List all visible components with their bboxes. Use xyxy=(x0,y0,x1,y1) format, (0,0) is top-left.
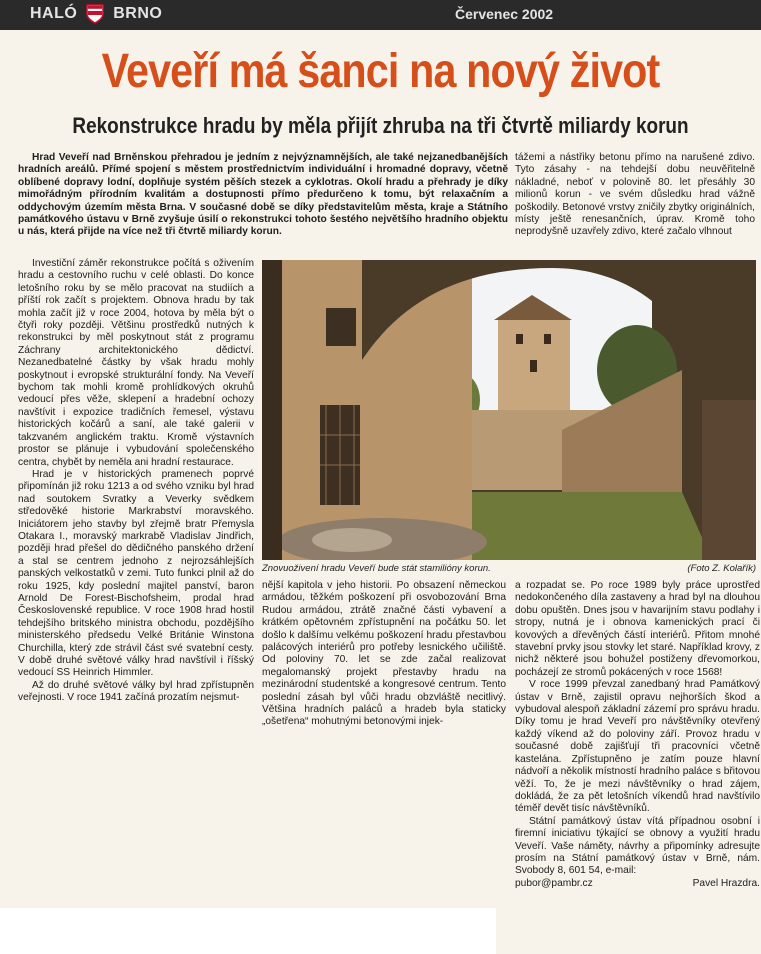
article-author: Pavel Hrazdra. xyxy=(692,877,760,889)
column-2 xyxy=(262,580,506,729)
brand-right: BRNO xyxy=(113,5,163,22)
contact-email: pubor@pambr.cz xyxy=(515,877,593,889)
lead-paragraph xyxy=(18,152,508,239)
contact-line xyxy=(515,878,760,890)
publication-brand xyxy=(30,4,162,24)
col3-paragraph-3: Státní památkový ústav vítá případnou osobní i firemní iniciativu týkající se obnovy a využití hradu Veveří. Vaše náměty, návrhy a připomínky adresujte prosím na Státní památkový ústav v Brně, nám. Svobody 8, 601 54, e-mail: xyxy=(515,815,760,877)
brno-coat-of-arms-icon xyxy=(86,4,104,24)
lead-text: Hrad Veveří nad Brněnskou přehradou je jedním z nejvýznamnějších, ale také nejzanedbanějších hradních areálů. Přímé spojení s městem prostřednictvím individuální i hromadné dopravy, včetně oblíbené dopravy lodní, doplňuje systém pěších stezek a cyklotras. Okolí hradu a přehrady je díky mimořádným přírodním kvalitám a dostupnosti přímo předurčeno k tomu, být relaxačním a oddychovým územím města Brna. V současné době se díky představitelům města, kraje a Státního památkového ústavu v Brně zvyšuje úsilí o rekonstrukci tohoto šestého největšího hradního objektu u nás, která přijde na více než tři čtvrtě miliardy korun. xyxy=(18,152,508,238)
clipping-cutout xyxy=(0,908,496,954)
article-headline: Veveří má šanci na nový život xyxy=(101,45,660,98)
col1-paragraph-3: Až do druhé světové války byl hrad zpřístupněn veřejnosti. V roce 1941 začíná prozatím nejsmut- xyxy=(18,679,254,704)
col1-paragraph-2: Hrad je v historických pramenech poprvé připomínán již roku 1213 a od svého vzniku byl hrad nad soutokem Svratky a Veverky svědkem středověké historie Markrabství moravského. Iniciátorem jeho stavby byl zřejmě bratr Přemysla Otakara I., moravský markrabě Vladislav Jindřich, později hrad přešel do dědičného panského držení a stal se centrem jednoho z nejrozsáhlejších panských velkostatků v zemi. Tuto funkci plnil až do roku 1925, kdy poslední majitel panství, baron Arnold De Forest-Bischofsheim, prodal hrad Československé republice. V roce 1908 hrad hostil tehdejšího britského ministra obchodu, pozdějšího ministerského předsedu Velké Británie Winstona Churchilla, který zde strávil část své svatební cesty. V době druhé světové války hrad navštívil i říšský vedoucí SS Heinrich Himmler. xyxy=(18,468,254,679)
article-subheadline: Rekonstrukce hradu by měla přijít zhruba na tři čtvrtě miliardy korun xyxy=(72,113,689,138)
col1-paragraph-1: Investiční záměr rekonstrukce počítá s oživením hradu a cestovního ruchu v celé oblasti. Do konce letošního roku by se mělo pracovat na studiích a příští rok začít s projektem. Obnova hradu by tak mohla začít již v roce 2004, hotova by měla být o čtyři roky později. Většinu prostředků nutných k rekonstrukci by měl poskytnout stát z programu Záchrany architektonického dědictví. Nezanedbatelné částky by však hradu mohly poskytnout i evropské strukturální fondy. Na Veveří bychom tak mohli kromě prohlídkových okruhů vedoucí přes věže, sklepení a hradební ochozy navštívit i expozice tradičních řemesel, výstavu historických kočárů a saní, ale také galerii v takzvaném anglickém traktu. Kromě výstavních prostor se plánuje i vybudování společenského centra, chybět by neměla ani hradní restaurace. xyxy=(18,258,254,468)
col2-paragraph-1: nější kapitola v jeho historii. Po obsazení německou armádou, těžkém poškození při osvobozování Brna Rudou armádou, ztrátě značné části vybavení a krátkém opětovném zpřístupnění na počátku 50. let došlo k dalšímu velkému poškození hradu přestavbou palácových interiérů pro potřeby lesnického učiliště. Od poloviny 70. let se zde začal realizovat megalomanský projekt přestavby hradu na mezinárodní studentské a kongresové centrum. Tento poslední zásah byl vůči hradu obzvláště necitlivý. Většina hradních paláců a hradeb byla staticky „ošetřena“ mohutnými betonovými injek- xyxy=(262,580,506,728)
issue-date: Červenec 2002 xyxy=(455,6,554,22)
right-top-column xyxy=(515,152,755,239)
column-1 xyxy=(18,258,254,705)
brand-left: HALÓ xyxy=(30,5,78,22)
photo-caption: Znovuoživení hradu Veveří bude stát stamilióny korun. xyxy=(262,563,491,574)
column-3 xyxy=(515,580,760,890)
masthead-bar xyxy=(0,0,761,30)
photo-credit: (Foto Z. Kolařík) xyxy=(687,563,756,574)
col3-paragraph-2: V roce 1999 převzal zanedbaný hrad Památkový ústav v Brně, zajistil opravu nejhorších škod a vybudoval alespoň základní zázemí pro správu hradu. Díky tomu je hrad Veveří pro návštěvníky otevřený každý víkend až do poloviny září. Provoz hradu v současné době zajišťují tři pracovníci včetně kastelána. Zpřístupněno je zatím pouze hlavní nádvoří a několik místností hradního paláce s břitovou věží. To, že je mezi návštěvníky o hrad zájem, dokládá, že za pět letošních víkendů hrad navštívilo téměř devět tisíc návštěvníků. xyxy=(515,679,760,815)
right-top-text: tážemi a nástřiky betonu přímo na narušené zdivo. Tyto zásahy - na tehdejší dobu neuvěřitelně nákladné, neboť v polovině 80. let přesáhly 30 milionů korun - ve svém důsledku hrad vážně poškodily. Betonové vrstvy zničily zbytky originálních, místy ještě renesančních, úprav. Kromě toho neprodyšně uzavřely zdivo, které začalo vlhnout xyxy=(515,152,755,238)
castle-photo xyxy=(262,260,756,560)
col3-paragraph-1: a rozpadat se. Po roce 1989 byly práce uprostřed nedokončeného díla zastaveny a hrad byl na dlouhou dobu opuštěn. Dnes jsou v havarijním stavu podlahy i stropy, nutná je i obnova kamenických prací či kovových a dřevěných částí interiérů. Přitom mnohé stavební prvky jsou stovky let staré. Například krovy, z nichž některé jsou bohužel postiženy dřevomorkou, pocházejí ze stromů pokácených v roce 1568! xyxy=(515,580,760,678)
